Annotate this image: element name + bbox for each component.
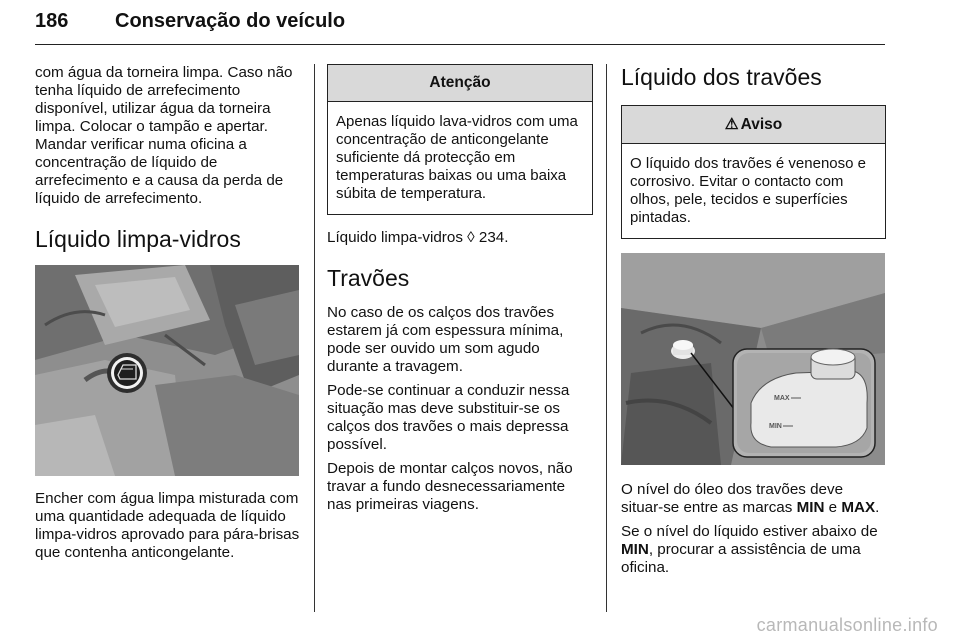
column-left bbox=[35, 64, 303, 568]
reservoir-max-mark: MAX bbox=[774, 395, 790, 402]
column-right bbox=[621, 64, 886, 583]
brakes-paragraph-2: Pode-se continuar a conduzir nessa situação mas deve substituir-se os calços dos travões o mais depressa possível. bbox=[327, 382, 570, 453]
column-middle bbox=[327, 64, 593, 520]
attention-text: Apenas líquido lava-vidros com uma concentração de anticongelante suficiente dá protecção em temperaturas baixas ou uma baixa súbita de temperatura. bbox=[336, 113, 578, 202]
warning-box bbox=[621, 105, 886, 239]
warning-text: O líquido dos travões é venenoso e corrosivo. Evitar o contacto com olhos, pele, tecidos e superfícies pintadas. bbox=[630, 155, 866, 226]
attention-title: Atenção bbox=[328, 65, 592, 102]
page-header bbox=[35, 8, 885, 45]
brakes-paragraph-3: Depois de montar calços novos, não travar a fundo desnecessariamente nas primeiras viagens. bbox=[327, 460, 573, 513]
column-divider bbox=[606, 64, 607, 612]
reference-label: Líquido limpa-vidros bbox=[327, 229, 463, 246]
warning-icon: ⚠ bbox=[724, 116, 739, 133]
watermark: carmanualsonline.info bbox=[756, 615, 938, 635]
brake-fluid-level-paragraph: O nível do óleo dos travões deve situar-se entre as marcas MIN e MAX. bbox=[621, 481, 880, 516]
warning-title bbox=[622, 106, 885, 144]
attention-box bbox=[327, 64, 593, 215]
page-number: 186 bbox=[35, 10, 69, 32]
washer-fluid-photo bbox=[35, 265, 299, 476]
brakes-paragraph-1: No caso de os calços dos travões estarem já com espessura mínima, pode ser ouvido um som agudo durante a travagem. bbox=[327, 304, 564, 375]
reference-arrow-icon: ◊ bbox=[467, 229, 475, 246]
reservoir-min-mark: MIN bbox=[769, 423, 782, 430]
reference-page: 234. bbox=[478, 229, 509, 246]
brakes-heading: Travões bbox=[327, 265, 410, 291]
brake-fluid-heading: Líquido dos travões bbox=[621, 64, 822, 90]
coolant-paragraph: com água da torneira limpa. Caso não tenha líquido de arrefecimento disponível, utilizar água da torneira limpa. Colocar o tampão e apertar. Mandar verificar numa oficina a concentração de líquido de arrefecimento e a causa da perda de líquido de arrefecimento. bbox=[35, 64, 293, 207]
washer-fluid-heading: Líquido limpa-vidros bbox=[35, 226, 241, 252]
brake-fluid-low-paragraph: Se o nível do líquido estiver abaixo de MIN, procurar a assistência de uma oficina. bbox=[621, 523, 878, 576]
cross-reference bbox=[327, 229, 593, 247]
brake-fluid-reservoir-photo bbox=[621, 253, 885, 465]
washer-fluid-paragraph: Encher com água limpa misturada com uma quantidade adequada de líquido limpa-vidros aprovado para pára-brisas que contenha anticongelante. bbox=[35, 490, 300, 561]
column-divider bbox=[314, 64, 315, 612]
page-title: Conservação do veículo bbox=[115, 10, 346, 32]
warning-label: Aviso bbox=[740, 116, 783, 133]
